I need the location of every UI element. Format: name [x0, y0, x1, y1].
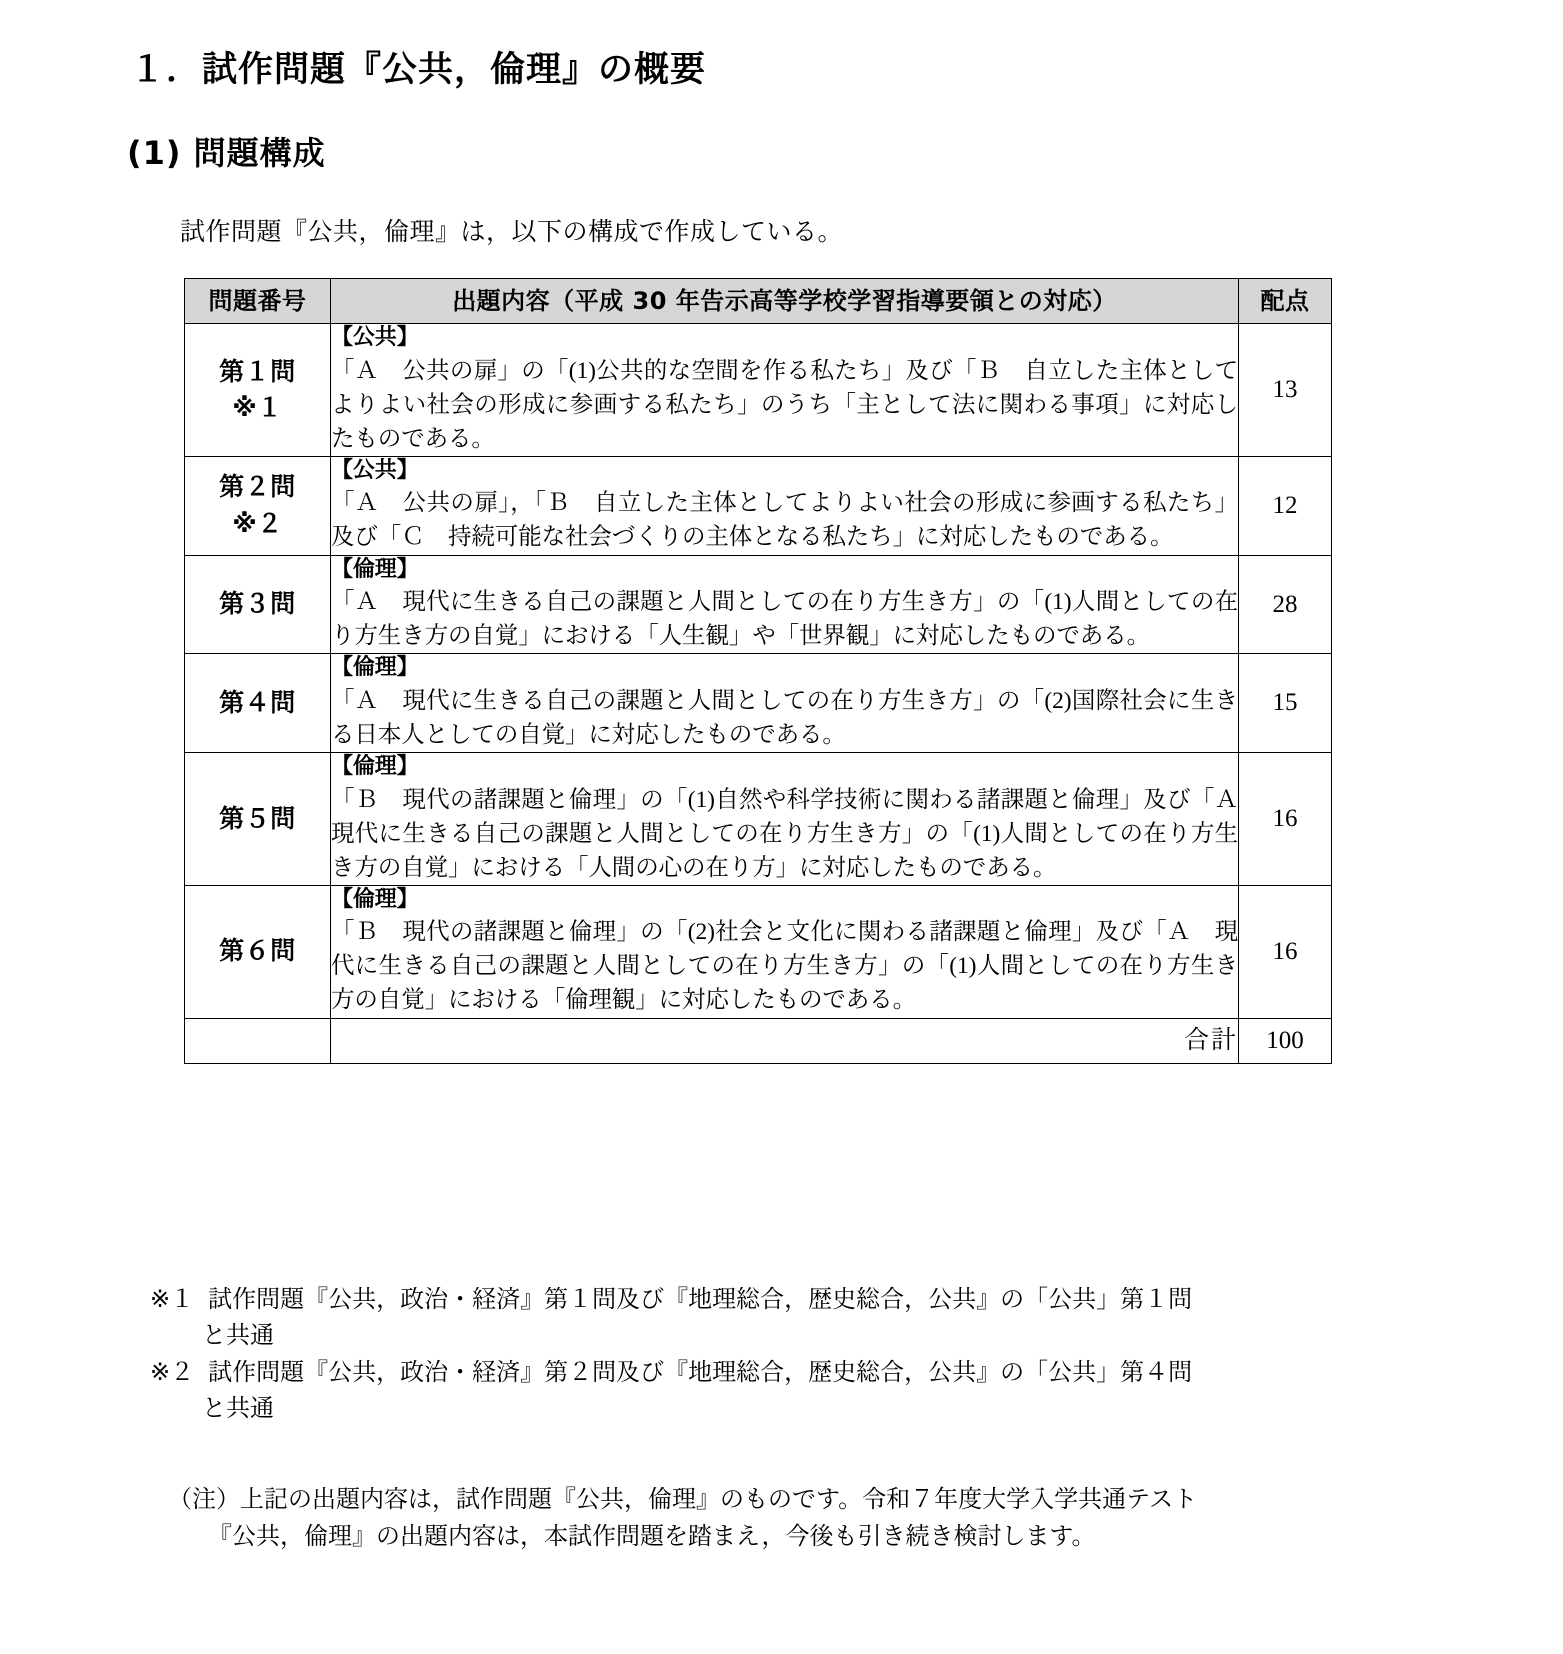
content-text: 「Ａ 現代に生きる自己の課題と人間としての在り方生き方」の「(1)人間としての在り方生き方の自覚」における「人生観」や「世界観」に対応したものである。 [331, 589, 1238, 650]
footnote-mark: ※２ [150, 1359, 195, 1386]
lead-paragraph: 試作問題『公共，倫理』は，以下の構成で作成している。 [180, 219, 844, 246]
total-blank-cell [185, 1018, 331, 1063]
cell-points: 15 [1239, 654, 1332, 753]
content-text: 「Ｂ 現代の諸課題と倫理」の「(2)社会と文化に関わる諸課題と倫理」及び「Ａ 現代に生きる自己の課題と人間としての在り方生き方」の「(1)人間としての在り方生き方の自覚」における「倫理観」に対応したものである。 [331, 919, 1238, 1014]
footnote-item [150, 1355, 1380, 1391]
question-structure-table [184, 278, 1332, 1064]
cell-question-no [185, 654, 331, 753]
question-no-label: 第２問 [219, 472, 296, 502]
question-no-label: 第６問 [219, 936, 296, 966]
cell-points: 28 [1239, 555, 1332, 654]
footnote-text: 試作問題『公共，政治・経済』第２問及び『地理総合，歴史総合，公共』の「公共」第４問 [208, 1359, 1193, 1386]
question-note-label: ※１ [232, 392, 283, 422]
cell-points: 16 [1239, 885, 1332, 1018]
question-structure-table-wrapper [184, 278, 1331, 1064]
cell-points: 16 [1239, 752, 1332, 885]
subject-label: 【倫理】 [331, 753, 419, 779]
table-row [185, 555, 1332, 654]
page-title: １．試作問題『公共，倫理』の概要 [130, 50, 707, 90]
footnote-list [150, 1282, 1380, 1428]
content-text: 「Ａ 公共の扉」の「(1)公共的な空間を作る私たち」及び「Ｂ 自立した主体としてよりよい社会の形成に参画する私たち」のうち「主として法に関わる事項」に対応したものである。 [331, 357, 1238, 452]
table-row [185, 752, 1332, 885]
cell-question-no [185, 555, 331, 654]
cell-content [331, 752, 1262, 885]
cell-points: 13 [1239, 324, 1332, 457]
question-no-label: 第１問 [219, 356, 296, 386]
note-paragraph [168, 1482, 1388, 1556]
table-header-row [185, 279, 1332, 324]
subject-label: 【倫理】 [331, 655, 419, 681]
question-note-label: ※２ [232, 508, 283, 538]
total-points: 100 [1239, 1018, 1332, 1063]
subject-label: 【倫理】 [331, 556, 419, 582]
table-row [185, 324, 1332, 457]
subject-label: 【公共】 [331, 457, 419, 483]
table-row [185, 654, 1332, 753]
subject-label: 【公共】 [331, 325, 419, 350]
total-label: 合計 [331, 1018, 1239, 1063]
table-row [185, 456, 1332, 555]
cell-content [331, 555, 1239, 654]
question-no-label: 第４問 [219, 687, 296, 717]
footnote-item [150, 1282, 1380, 1318]
header-content: 出題内容（平成 30 年告示高等学校学習指導要領との対応） [331, 279, 1239, 324]
content-text: 「Ａ 現代に生きる自己の課題と人間としての在り方生き方」の「(2)国際社会に生きる日本人としての自覚」に対応したものである。 [331, 687, 1238, 748]
footnote-continuation: と共通 [202, 1323, 274, 1350]
cell-content [331, 456, 1239, 555]
cell-content [331, 654, 1239, 753]
cell-points: 12 [1239, 456, 1332, 555]
header-question-no: 問題番号 [185, 279, 331, 324]
subject-label: 【倫理】 [331, 886, 419, 912]
cell-question-no [185, 885, 331, 1018]
content-text: 「Ｂ 現代の諸課題と倫理」の「(1)自然や科学技術に関わる諸課題と倫理」及び「Ａ 現代に生きる自己の課題と人間としての在り方生き方」の「(1)人間としての在り方生き方の自覚」における「人間の心の在り方」に対応したものである。 [331, 786, 1262, 881]
cell-question-no [185, 752, 331, 885]
cell-question-no [185, 456, 331, 555]
table-row [185, 885, 1332, 1018]
content-text: 「Ａ 公共の扉」，「Ｂ 自立した主体としてよりよい社会の形成に参画する私たち」及び「Ｃ 持続可能な社会づくりの主体となる私たち」に対応したものである。 [331, 490, 1238, 551]
note-paragraph-line-2: 『公共，倫理』の出題内容は，本試作問題を踏まえ，今後も引き続き検討します。 [208, 1524, 1096, 1551]
cell-content [331, 324, 1239, 457]
cell-question-no [185, 324, 331, 457]
footnote-text: 試作問題『公共，政治・経済』第１問及び『地理総合，歴史総合，公共』の「公共」第１問 [208, 1287, 1193, 1313]
footnote-mark: ※１ [150, 1287, 195, 1313]
question-no-label: 第５問 [219, 803, 296, 833]
note-paragraph-line-1: （注）上記の出題内容は，試作問題『公共，倫理』のものです。令和７年度大学入学共通テスト [168, 1487, 1198, 1513]
header-points: 配点 [1239, 279, 1332, 324]
question-no-label: 第３問 [219, 589, 296, 619]
table-total-row [185, 1018, 1332, 1063]
cell-content [331, 885, 1239, 1018]
footnote-continuation: と共通 [202, 1396, 274, 1423]
subsection-title: (1) 問題構成 [127, 134, 326, 172]
